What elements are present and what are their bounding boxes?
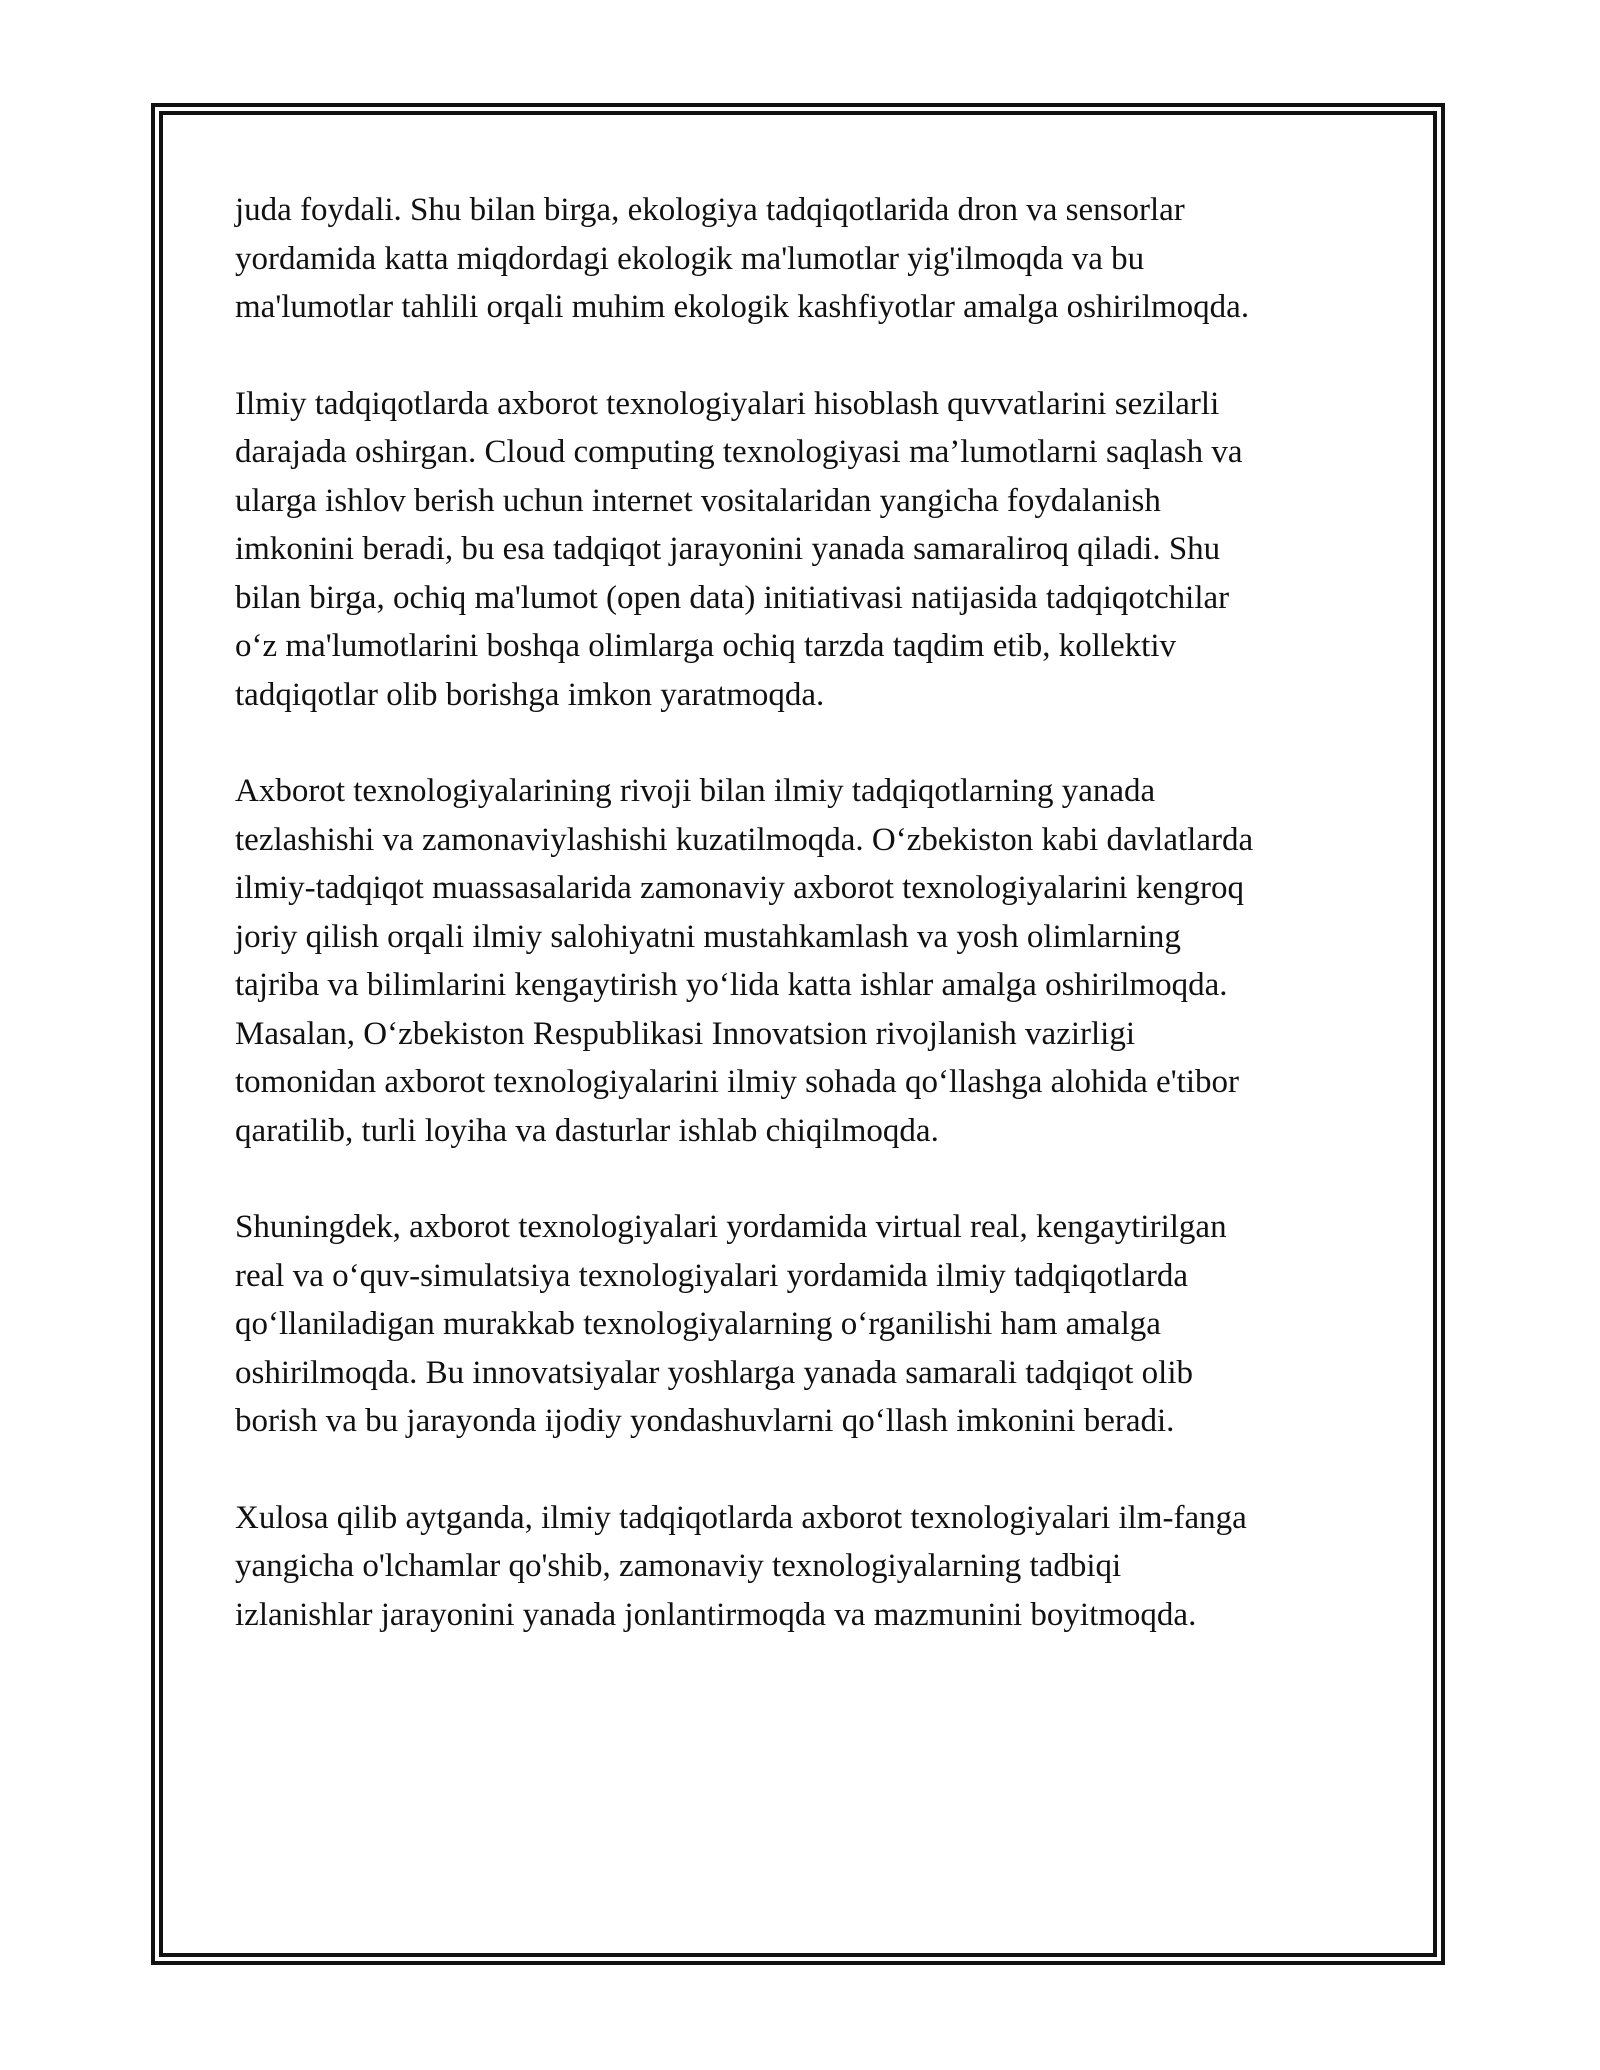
- paragraph-2: Ilmiy tadqiqotlarda axborot texnologiyalari hisoblash quvvatlarini sezilarli darajada oshirgan. Cloud computing texnologiyasi ma’lumotlarni saqlash va ularga ishlov berish uchun internet vositalaridan yangicha foydalanish imkonini beradi, bu esa tadqiqot jarayonini yanada samaraliroq qiladi. Shu bilan birga, ochiq ma'lumot (open data) initiativasi natijasida tadqiqotchilar oʻz ma'lumotlarini boshqa olimlarga ochiq tarzda taqdim etib, kollektiv tadqiqotlar olib borishga imkon yaratmoqda.: [235, 385, 1243, 713]
- paragraph-5: Xulosa qilib aytganda, ilmiy tadqiqotlarda axborot texnologiyalari ilm-fanga yangicha o'lchamlar qo'shib, zamonaviy texnologiyalarning tadbiqi izlanishlar jarayonini yanada jonlantirmoqda va mazmunini boyitmoqda.: [235, 1499, 1247, 1633]
- document-body: [235, 186, 1385, 1687]
- paragraph-1: juda foydali. Shu bilan birga, ekologiya tadqiqotlarida dron va sensorlar yordamida katta miqdordagi ekologik ma'lumotlar yig'ilmoqda va bu ma'lumotlar tahlili orqali muhim ekologik kashfiyotlar amalga oshirilmoqda.: [235, 192, 1250, 325]
- paragraph-3: Axborot texnologiyalarining rivoji bilan ilmiy tadqiqotlarning yanada tezlashishi va zamonaviylashishi kuzatilmoqda. Oʻzbekiston kabi davlatlarda ilmiy-tadqiqot muassasalarida zamonaviy axborot texnologiyalarini kengroq joriy qilish orqali ilmiy salohiyatni mustahkamlash va yosh olimlarning tajriba va bilimlarini kengaytirish yoʻlida katta ishlar amalga oshirilmoqda. Masalan, Oʻzbekiston Respublikasi Innovatsion rivojlanish vazirligi tomonidan axborot texnologiyalarini ilmiy sohada qoʻllashga alohida e'tibor qaratilib, turli loyiha va dasturlar ishlab chiqilmoqda.: [235, 773, 1254, 1149]
- paragraph-4: Shuningdek, axborot texnologiyalari yordamida virtual real, kengaytirilgan real va oʻquv-simulatsiya texnologiyalari yordamida ilmiy tadqiqotlarda qoʻllaniladigan murakkab texnologiyalarning oʻrganilishi ham amalga oshirilmoqda. Bu innovatsiyalar yoshlarga yanada samarali tadqiqot olib borish va bu jarayonda ijodiy yondashuvlarni qoʻllash imkonini beradi.: [235, 1209, 1227, 1439]
